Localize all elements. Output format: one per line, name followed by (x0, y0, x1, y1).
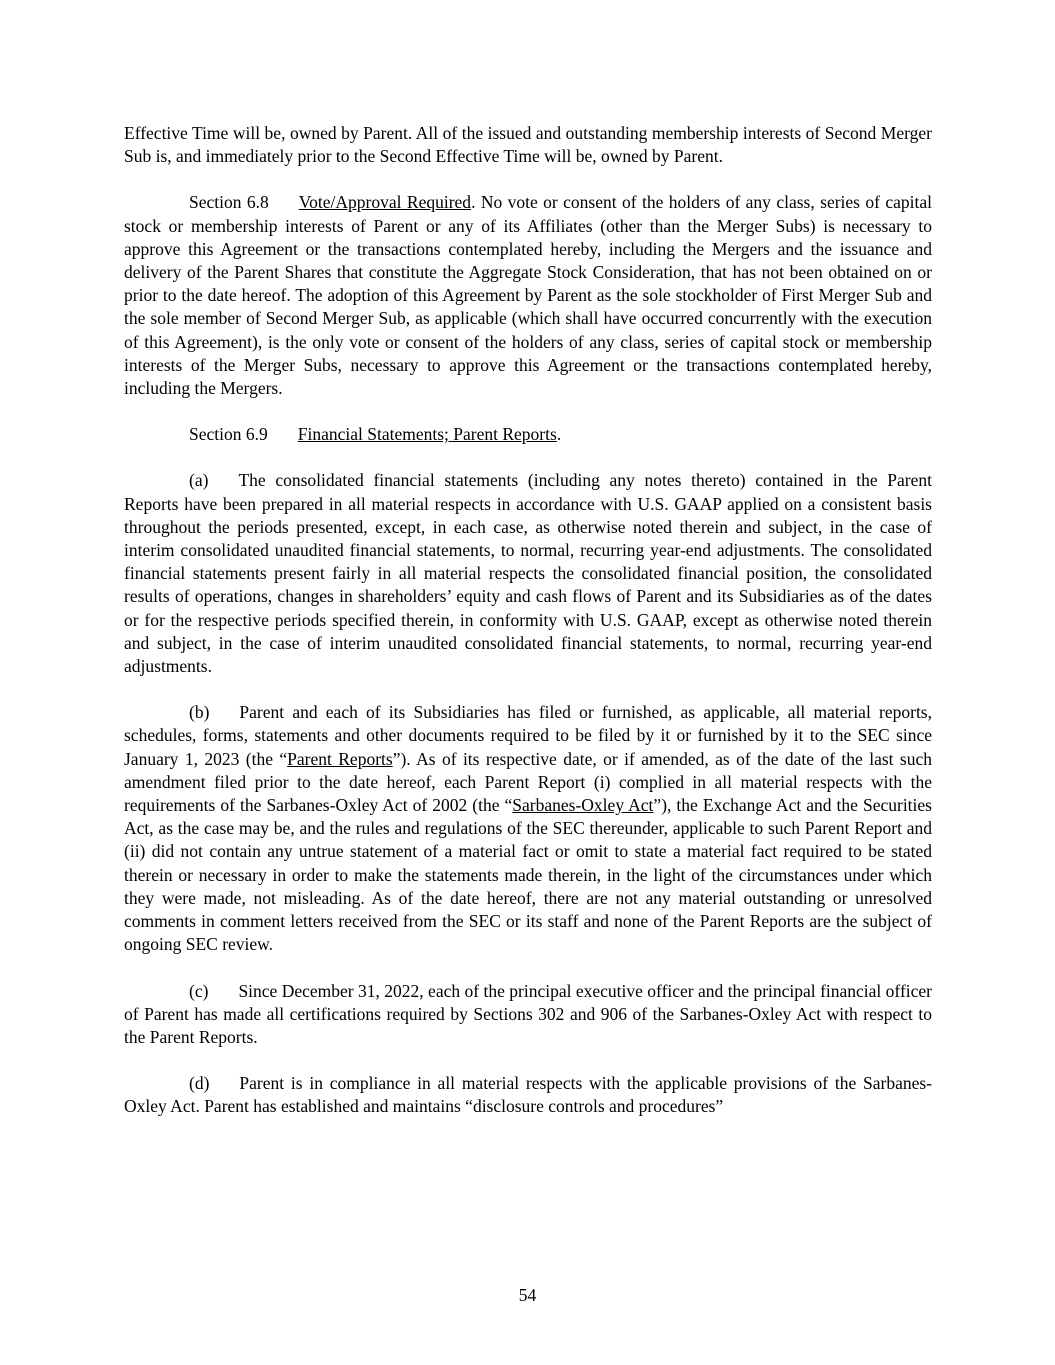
text-segment: ”), the Exchange Act and the Securities Act, as the case may be, and the rules and regulations of the SEC thereunder, applicable to such Parent Report and (ii) did not contain any untrue statement of a material fact or omit to state a material fact required to be stated therein or necessary in order to make the statements made therein, in the light of the circumstances under which they were made, not misleading. As of the date hereof, there are not any material outstanding or unresolved comments in comment letters received from the SEC or its staff and none of the Parent Reports are the subject of ongoing SEC review. (124, 795, 932, 955)
text-segment: ”). As of its respective date, or if amended, as of the date of the last such amendment filed prior to the date hereof, each Parent Report (i) complied in all material respects with the requirements of the Sarbanes-Oxley Act of 2002 (the “ (124, 748, 932, 816)
text-segment: Parent and each of its Subsidiaries has filed or furnished, as applicable, all material reports, schedules, forms, statements and other documents required to be filed by it or furnished by it to the SEC since January 1, 2023 (the “ (124, 702, 932, 769)
paragraph-section-6-9-heading (124, 423, 932, 446)
underlined-text: Financial Statements; Parent Reports (297, 424, 557, 445)
paragraph-continuation (124, 122, 932, 168)
text-segment: The consolidated financial statements (including any notes thereto) contained in the Parent Reports have been prepared in all material respects in accordance with U.S. GAAP applied on a consistent basis throughout the periods presented, except, in each case, as otherwise noted therein and subject, in the case of interim consolidated unaudited financial statements, to normal, recurring year-end adjustments. The consolidated financial statements present fairly in all material respects the consolidated financial position, the consolidated results of operations, changes in shareholders’ equity and cash flows of Parent and its Subsidiaries as of the dates or for the respective periods specified therein, in conformity with U.S. GAAP, except as otherwise noted therein and subject, in the case of interim unaudited consolidated financial statements, to normal, recurring year-end adjustments. (124, 470, 932, 677)
underlined-text: Parent Reports (287, 748, 393, 769)
paragraph-6-9-c (124, 980, 932, 1050)
text-segment: Parent is in compliance in all material respects with the applicable provisions of the Sarbanes-Oxley Act. Parent has established and maintains “disclosure controls and procedures” (124, 1073, 932, 1117)
document-body (124, 122, 932, 1119)
text-segment: Effective Time will be, owned by Parent. All of the issued and outstanding membership interests of Second Merger Sub is, and immediately prior to the Second Effective Time will be, owned by Parent. (124, 123, 932, 167)
text-segment: (c) (189, 980, 209, 1001)
underlined-text: Vote/Approval Required (298, 192, 472, 213)
text-segment: (a) (189, 470, 209, 491)
text-segment: (b) (189, 702, 210, 723)
text-segment: Since December 31, 2022, each of the principal executive officer and the principal financial officer of Parent has made all certifications required by Sections 302 and 906 of the Sarbanes-Oxley Act with respect to the Parent Reports. (124, 980, 932, 1047)
text-segment: Section 6.8 (189, 192, 269, 213)
text-segment: (d) (189, 1073, 210, 1094)
paragraph-section-6-8 (124, 191, 932, 400)
page-number: 54 (518, 1284, 537, 1305)
paragraph-6-9-d (124, 1072, 932, 1118)
text-segment: . (556, 424, 562, 445)
text-segment: Section 6.9 (189, 424, 268, 445)
paragraph-6-9-b (124, 701, 932, 956)
text-segment: . No vote or consent of the holders of any class, series of capital stock or membership interests of Parent or any of its Affiliates (other than the Merger Subs) is necessary to approve this Agreement or the transactions contemplated hereby, including the Mergers and the issuance and delivery of the Parent Shares that constitute the Aggregate Stock Consideration, that has not been obtained on or prior to the date hereof. The adoption of this Agreement by Parent as the sole stockholder of First Merger Sub and the sole member of Second Merger Sub, as applicable (which shall have occurred concurrently with the execution of this Agreement), is the only vote or consent of the holders of any class, series of capital stock or membership interests of the Merger Subs, necessary to approve this Agreement or the transactions contemplated hereby, including the Mergers. (124, 192, 933, 399)
underlined-text: Sarbanes-Oxley Act (512, 795, 654, 816)
paragraph-6-9-a (124, 469, 932, 678)
